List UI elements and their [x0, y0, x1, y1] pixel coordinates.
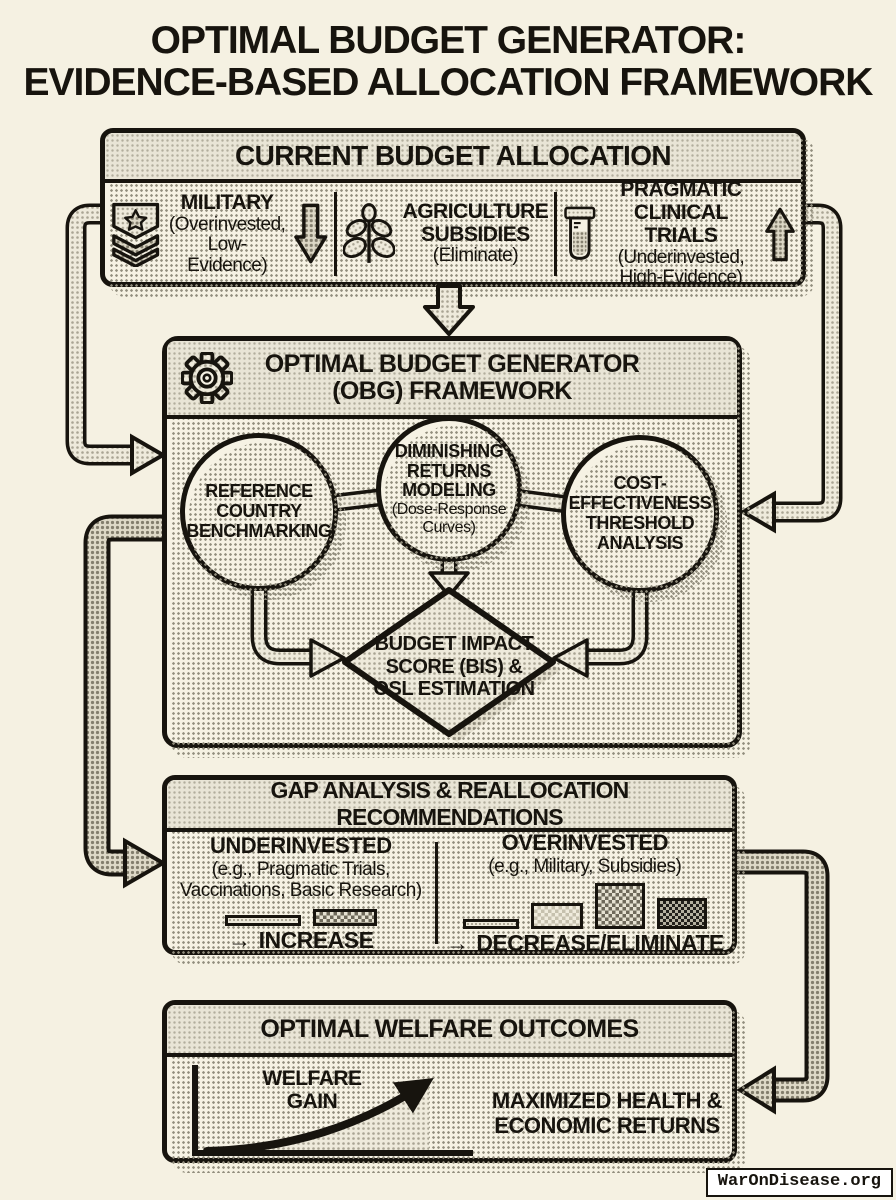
budget-item-trials	[557, 179, 801, 288]
trials-title1: PRAGMATIC	[620, 178, 742, 202]
trials-label	[605, 179, 757, 288]
increase-label: INCREASE	[258, 927, 374, 954]
circle-dim-line2: RETURNS	[406, 460, 492, 481]
welfare-gain-label	[237, 1067, 387, 1113]
circle-dim-sub2: Curves)	[422, 518, 476, 536]
down-flow-arrow-icon	[420, 284, 478, 338]
trials-sub2: High-Evidence)	[619, 267, 743, 289]
agriculture-sub: (Eliminate)	[432, 245, 519, 267]
circle-ref-line3: BENCHMARKING	[186, 520, 332, 541]
diamond-line1: BUDGET IMPACT	[374, 633, 534, 656]
underinvested-bars	[225, 905, 377, 926]
gap-columns	[167, 830, 732, 957]
trials-sub1: (Underinvested,	[617, 246, 745, 268]
circle-dim-line3: MODELING	[402, 480, 496, 501]
welfare-result-line1: MAXIMIZED HEALTH &	[491, 1088, 723, 1113]
page-title-line1: OPTIMAL BUDGET GENERATOR:	[150, 19, 746, 62]
circle-dim-sub1: (Dose-Response	[391, 501, 507, 519]
bar	[657, 898, 707, 929]
military-sub1: (Overinvested,	[168, 213, 286, 235]
overinvested-bars	[463, 883, 707, 929]
page-title	[0, 20, 896, 103]
current-budget-box	[100, 128, 806, 287]
up-arrow-icon	[765, 203, 795, 265]
plant-icon	[343, 203, 395, 265]
overinvested-column	[438, 830, 732, 957]
increase-action	[228, 928, 373, 954]
gap-header: GAP ANALYSIS & REALLOCATION RECOMMENDATIONS	[167, 780, 732, 832]
military-title: MILITARY	[180, 190, 274, 214]
military-sub2: Low-Evidence)	[187, 234, 268, 276]
circle-ref-line1: REFERENCE	[205, 481, 313, 502]
decrease-label: DECREASE/ELIMINATE	[476, 930, 724, 957]
overinvested-sub1: (e.g., Military, Subsidies)	[488, 855, 682, 877]
circle-diminishing-returns	[376, 416, 522, 562]
agriculture-title1: AGRICULTURE	[402, 200, 549, 224]
underinvested-title: UNDERINVESTED	[209, 833, 392, 858]
overinvested-title: OVERINVESTED	[501, 830, 668, 856]
down-arrow-icon	[294, 203, 328, 265]
underinvested-sub1: (e.g., Pragmatic Trials,	[211, 858, 390, 880]
connector-gap-to-welfare	[735, 862, 817, 1111]
obg-header-line1: OPTIMAL BUDGET GENERATOR	[264, 349, 640, 378]
welfare-result	[482, 1088, 732, 1139]
current-budget-items	[105, 178, 801, 289]
welfare-header: OPTIMAL WELFARE OUTCOMES	[167, 1005, 732, 1057]
test-tube-icon	[563, 201, 597, 267]
agriculture-title2: SUBSIDIES	[421, 222, 530, 246]
current-budget-header: CURRENT BUDGET ALLOCATION	[105, 133, 801, 183]
welfare-label-line2: GAIN	[286, 1090, 338, 1114]
right-arrow-icon: →	[228, 927, 251, 954]
circle-cost-line2: EFFECTIVENESS	[568, 493, 712, 514]
bar	[225, 915, 301, 926]
gap-analysis-box	[162, 775, 737, 955]
decrease-action	[446, 931, 724, 957]
military-label	[168, 192, 286, 276]
bar	[595, 883, 645, 929]
circle-cost-line1: COST-	[613, 473, 667, 494]
budget-item-agriculture	[337, 201, 555, 267]
circle-cost-line4: ANALYSIS	[596, 532, 684, 553]
circle-cost-line3: THRESHOLD	[585, 513, 695, 533]
bar	[531, 903, 583, 929]
obg-header-line2: (OBG) FRAMEWORK	[332, 377, 572, 405]
circle-dim-line1: DIMINISHING	[394, 440, 504, 461]
bar	[463, 919, 519, 929]
agriculture-label	[403, 201, 549, 267]
welfare-label-line1: WELFARE	[262, 1067, 362, 1090]
right-arrow-icon: →	[445, 930, 469, 957]
welfare-outcomes-box	[162, 1000, 737, 1163]
circle-ref-line2: COUNTRY	[216, 501, 302, 522]
connector-obg-to-gap	[97, 528, 163, 885]
bis-diamond-label	[344, 617, 564, 717]
diamond-line2: SCORE (BIS) &	[385, 655, 523, 678]
military-badge-icon	[111, 201, 160, 267]
watermark: WarOnDisease.org	[706, 1168, 893, 1197]
underinvested-sub2: Vaccinations, Basic Research)	[179, 879, 422, 901]
budget-item-military	[105, 192, 334, 276]
circle-cost-effectiveness	[561, 435, 719, 593]
diamond-line3: OSL ESTIMATION	[373, 678, 535, 701]
page-title-line2: EVIDENCE-BASED ALLOCATION FRAMEWORK	[23, 60, 873, 104]
bar	[313, 909, 377, 926]
welfare-result-line2: ECONOMIC RETURNS	[494, 1113, 720, 1139]
circle-reference-benchmarking	[180, 433, 338, 591]
trials-title2: CLINICAL TRIALS	[633, 201, 728, 247]
underinvested-column	[167, 832, 435, 954]
obg-framework-box	[162, 336, 742, 748]
